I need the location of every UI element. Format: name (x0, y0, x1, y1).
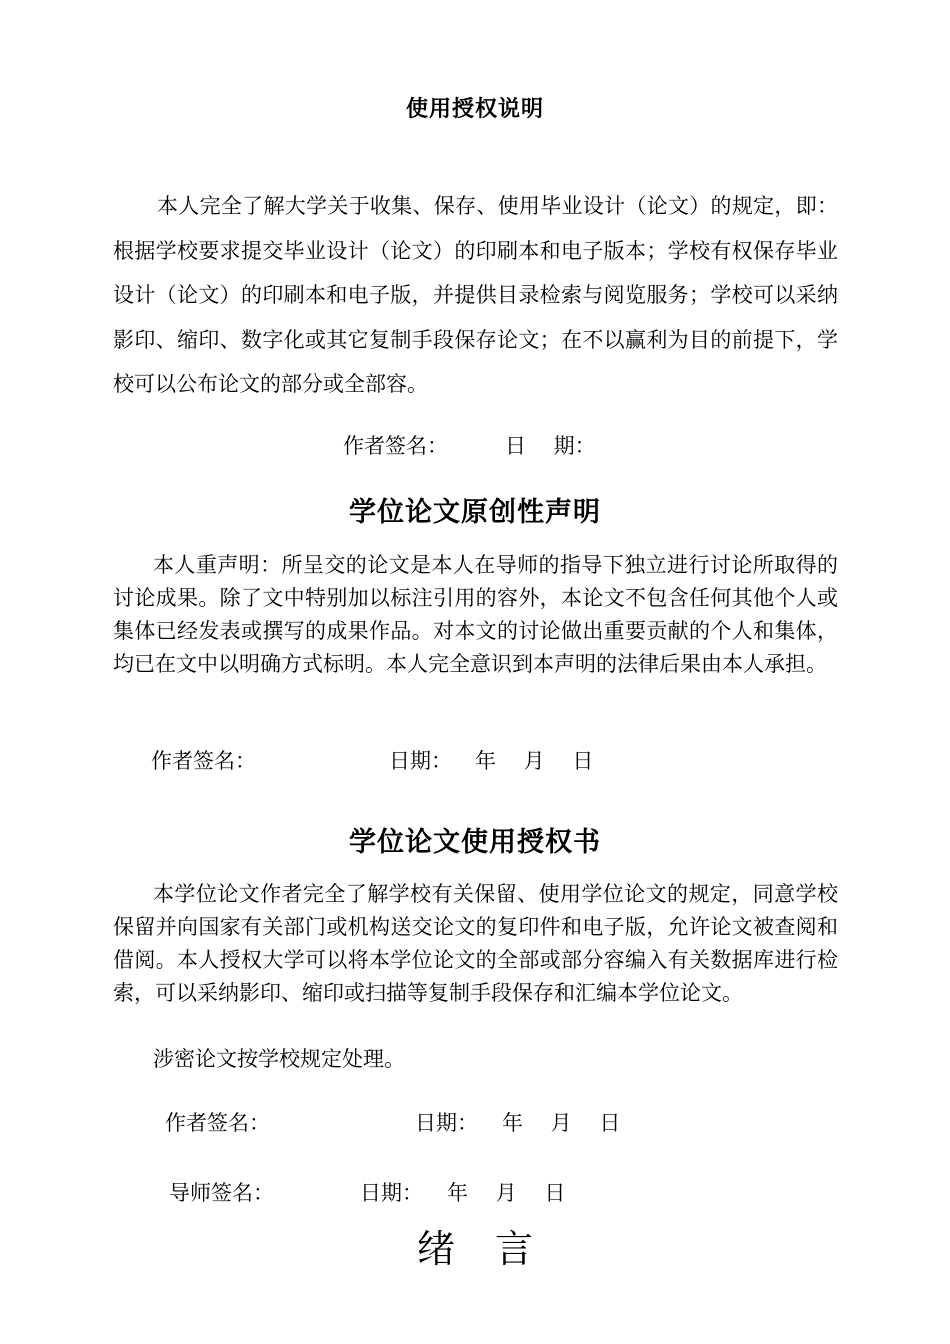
advisor-signature-label: 导师签名： (169, 1181, 274, 1205)
thesis-authorization-body: 本学位论文作者完全了解学校有关保留、使用学位论文的规定，同意学校保留并向国家有关部门或机构送交论文的复印件和电子版，允许论文被查阅和借阅。本人授权大学可以将本学位论文的全部或部分容编入有关数据库进行检索，可以采纳影印、缩印或扫描等复制手段保存和汇编本学位论文。 (113, 882, 838, 1005)
advisor-date-units: 年 月 日 (447, 1181, 566, 1205)
originality-statement-title: 学位论文原创性声明 (349, 497, 601, 528)
author-signature-label: 作者签名： (151, 749, 256, 773)
confidential-note: 涉密论文按学校规定处理。 (153, 1047, 405, 1071)
author-signature-label: 作者签名： (343, 434, 448, 458)
introduction-title: 绪言 (416, 1227, 573, 1271)
usage-authorization-title: 使用授权说明 (405, 97, 544, 122)
date-label: 日 期： (505, 434, 596, 458)
thesis-authorization-title: 学位论文使用授权书 (349, 827, 601, 858)
author-signature-label: 作者签名： (165, 1111, 270, 1135)
author-date-units: 年 月 日 (502, 1111, 621, 1135)
usage-authorization-body: 本人完全了解大学关于收集、保存、使用毕业设计（论文）的规定，即：根据学校要求提交毕业设计（论文）的印刷本和电子版本；学校有权保存毕业设计（论文）的印刷本和电子版，并提供目录检索与阅览服务；学校可以采纳影印、缩印、数字化或其它复制手段保存论文；在不以赢利为目的前提下，学校可以公布论文的部分或全部容。 (113, 194, 838, 396)
advisor-date-label: 日期： (360, 1181, 423, 1205)
author-date-label: 日期： (415, 1111, 478, 1135)
originality-statement-body: 本人重声明：所呈交的论文是本人在导师的指导下独立进行讨论所取得的讨论成果。除了文中特别加以标注引用的容外，本论文不包含任何其他个人或集体已经发表或撰写的成果作品。对本文的讨论做出重要贡献的个人和集体，均已在文中以明确方式标明。本人完全意识到本声明的法律后果由本人承担。 (113, 553, 838, 676)
date-units: 年 月 日 (475, 749, 594, 773)
date-label: 日期： (389, 749, 452, 773)
